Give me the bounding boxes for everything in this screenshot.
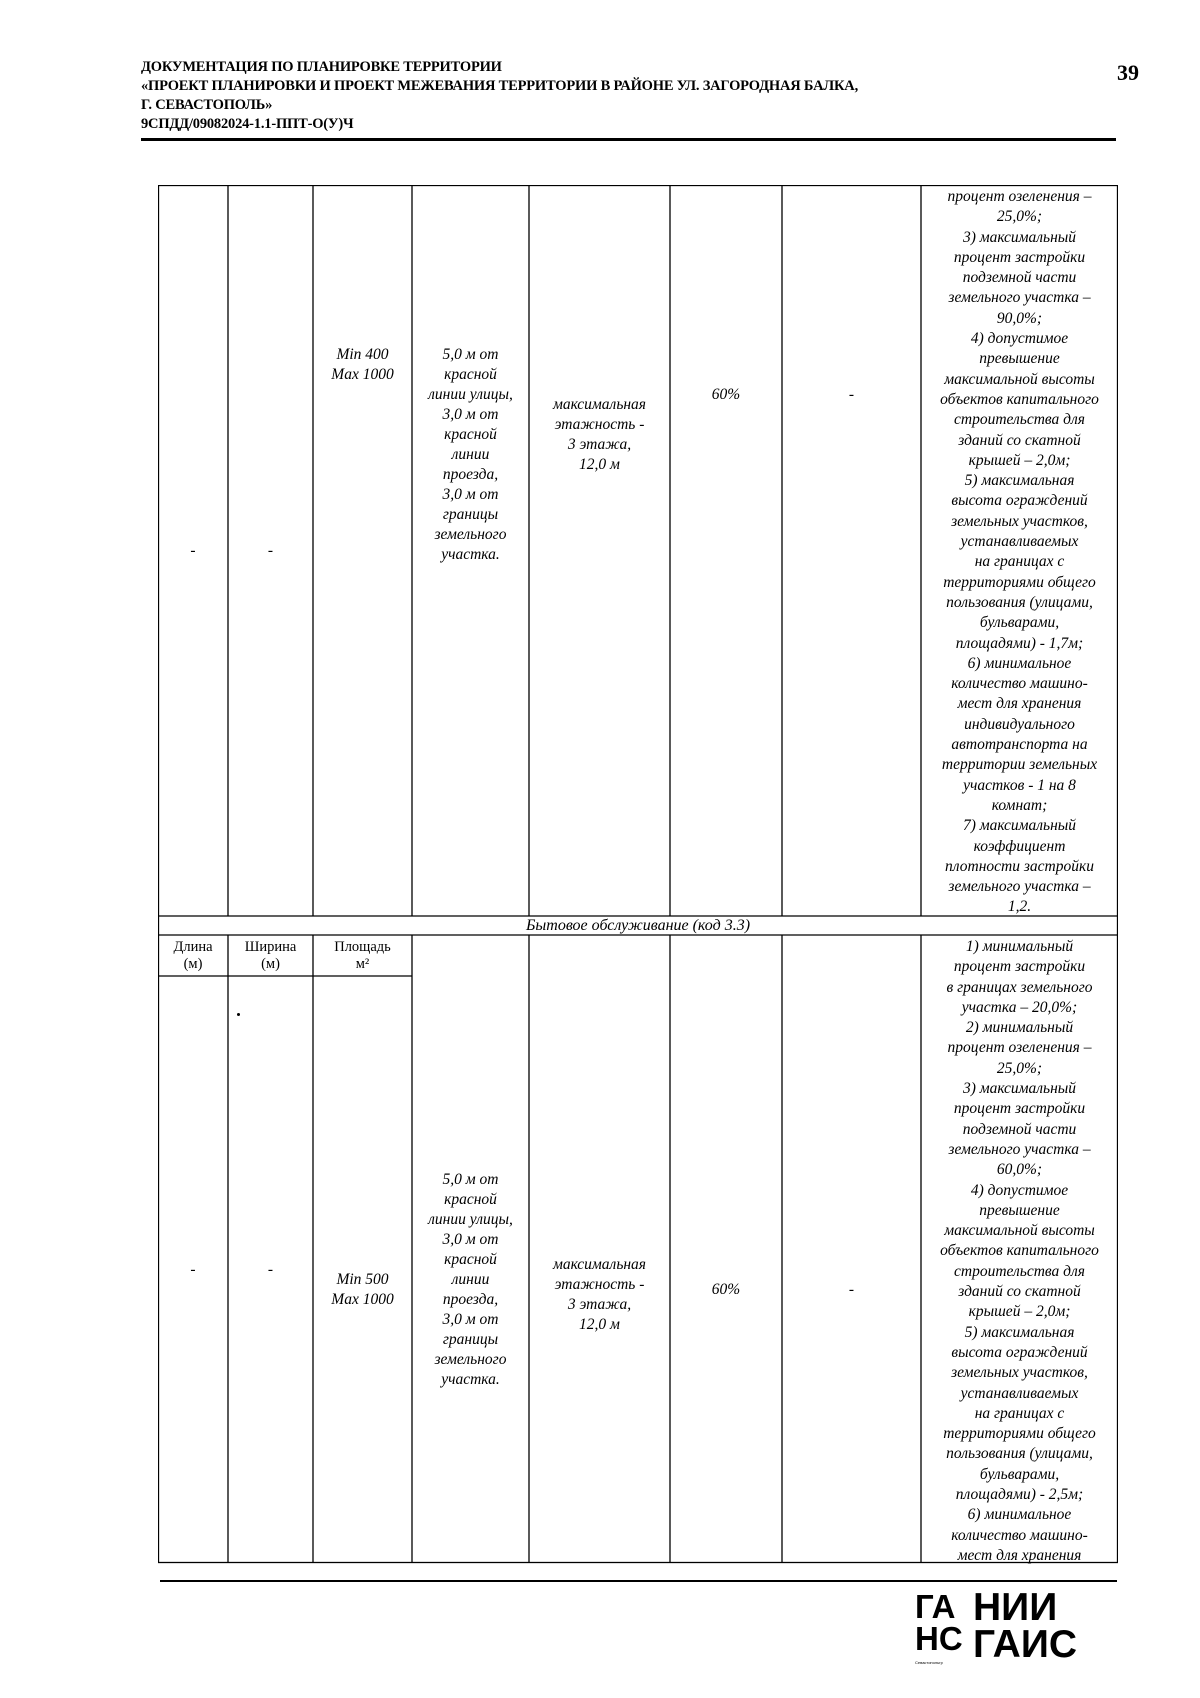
logo-mark-top: ГА bbox=[915, 1588, 956, 1625]
block1-area: Min 400 Max 1000 bbox=[331, 346, 394, 383]
header-rule bbox=[141, 138, 1116, 141]
regulations-table bbox=[158, 185, 1118, 1564]
logo-mark-bottom: НС bbox=[915, 1620, 963, 1657]
block2-floors: максимальная этажность - 3 этажа, 12,0 м bbox=[552, 1256, 647, 1333]
block1-params: процент озеленения – 25,0%; 3) максимальный процент застройки подземной части земельного участка – 90,0%; 4) допустимое превышение максимальной высоты объектов капитального строительства для зданий со скатной крышей – 2,0м; 5) максимальная высота ограждений земельных участков, устанавливаемых на границах с территориями общего пользования (улицами, бульварами, площадями) - 1,7м; 6) минимальное количество машино- мест для хранения индивидуального автотранспорта на территории земельных участков - 1 на 8 комнат; 7) максимальный коэффициент плотности застройки земельного участка – 1,2. bbox=[940, 188, 1099, 916]
logo-small-text: Севастопольгр bbox=[915, 1660, 943, 1665]
page-number: 39 bbox=[1117, 60, 1139, 85]
company-logo bbox=[915, 1588, 1085, 1668]
block1-floors: максимальная этажность - 3 этажа, 12,0 м bbox=[552, 396, 647, 473]
header-width: Ширина (м) bbox=[244, 939, 297, 972]
header-line-2: «ПРОЕКТ ПЛАНИРОВКИ И ПРОЕКТ МЕЖЕВАНИЯ ТЕРРИТОРИИ В РАЙОНЕ УЛ. ЗАГОРОДНАЯ БАЛКА, bbox=[141, 78, 858, 94]
block1-width: - bbox=[267, 541, 274, 559]
block2-setback: 5,0 м от красной линии улицы, 3,0 м от красной линии проезда, 3,0 м от границы земельного участка. bbox=[428, 1171, 513, 1388]
logo-word-bottom: ГАИС bbox=[973, 1623, 1078, 1666]
header-line-1: ДОКУМЕНТАЦИЯ ПО ПЛАНИРОВКЕ ТЕРРИТОРИИ bbox=[141, 59, 502, 75]
block1-setback: 5,0 м от красной линии улицы, 3,0 м от красной линии проезда, 3,0 м от границы земельного участка. bbox=[428, 346, 513, 563]
footer-rule bbox=[160, 1580, 1117, 1582]
block2-params: 1) минимальный процент застройки в границах земельного участка – 20,0%; 2) минимальный процент озеленения – 25,0%; 3) максимальный процент застройки подземной части земельного участка – 60,0%; 4) допустимое превышение максимальной высоты объектов капитального строительства для зданий со скатной крышей – 2,0м; 5) максимальная высота ограждений земельных участков, устанавливаемых на границах с территориями общего пользования (улицами, бульварами, площадями) - 2,5м; 6) минимальное количество машино- мест для хранения bbox=[940, 938, 1099, 1564]
section-title: Бытовое обслуживание (код 3.3) bbox=[525, 916, 751, 934]
block2-col7: - bbox=[848, 1281, 855, 1298]
block2-coverage: 60% bbox=[711, 1281, 741, 1298]
header-line-4: 9СПДД/09082024-1.1-ППТ-О(У)Ч bbox=[141, 116, 354, 132]
header-area: Площадь м² bbox=[334, 939, 391, 972]
block2-length: - bbox=[190, 1260, 196, 1278]
block2-width: - bbox=[267, 1260, 274, 1278]
block1-length: - bbox=[190, 541, 196, 559]
header-line-3: Г. СЕВАСТОПОЛЬ» bbox=[141, 97, 273, 113]
block1-col7: - bbox=[848, 386, 855, 403]
logo-word-top: НИИ bbox=[973, 1586, 1058, 1629]
block2-area: Min 500 Max 1000 bbox=[331, 1271, 394, 1308]
block1-coverage: 60% bbox=[711, 386, 741, 403]
document-header bbox=[141, 58, 1141, 134]
header-length: Длина (м) bbox=[173, 939, 213, 972]
